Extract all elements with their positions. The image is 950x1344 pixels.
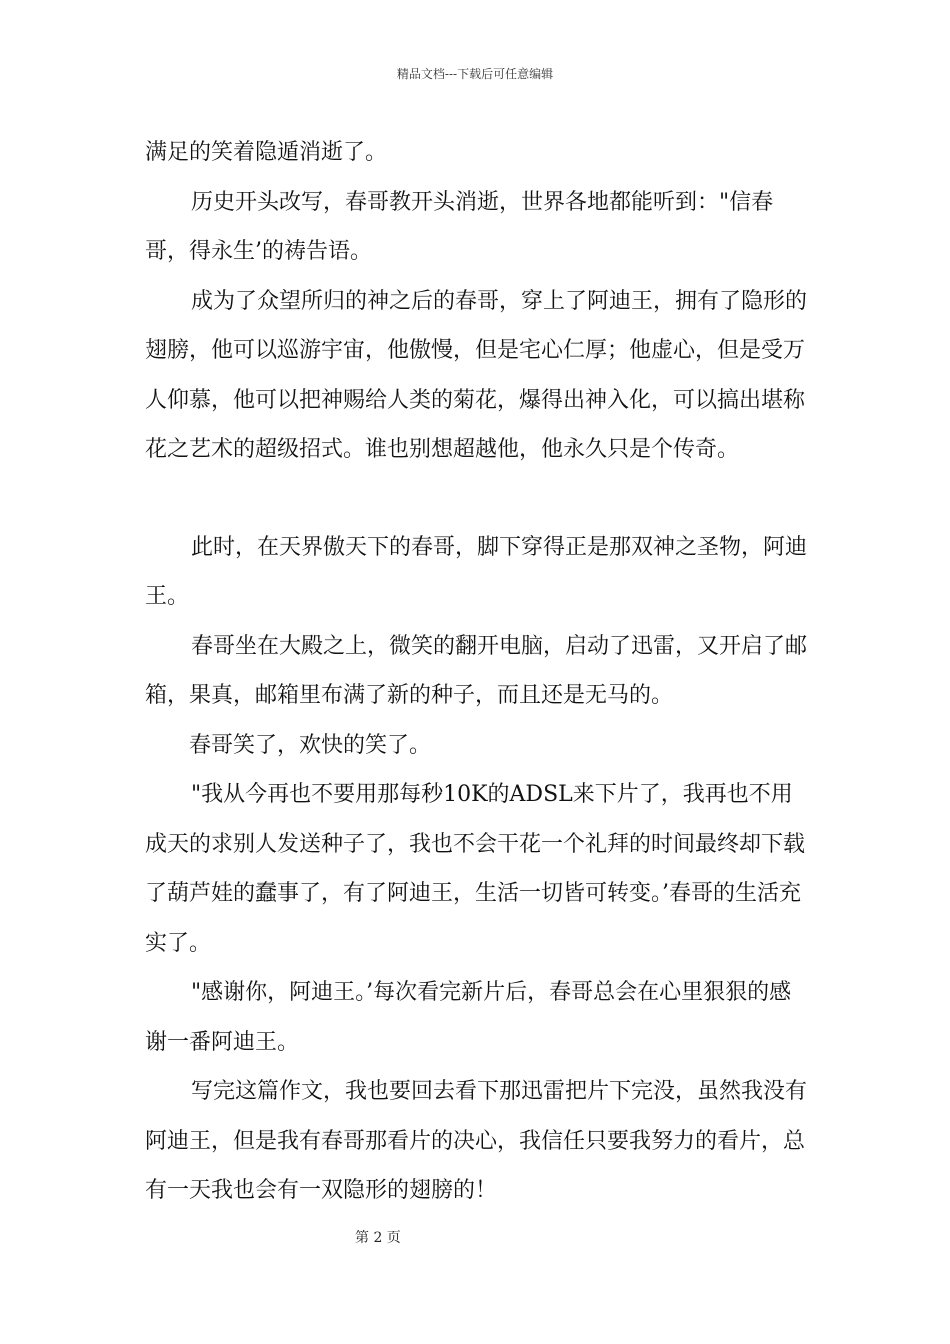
paragraph: 写完这篇作文，我也要回去看下那迅雷把片下完没，虽然我没有阿迪王，但是我有春哥那看片的决心，我信任只要我努力的看片，总有一天我也会有一双隐形的翅膀的！ (145, 1079, 808, 1203)
document-body (145, 128, 813, 1216)
paragraph: 春哥笑了，欢快的笑了。 (189, 732, 432, 758)
page-header: 精品文档---下载后可任意编辑 (396, 67, 554, 81)
paragraph: 此时，在天界傲天下的春哥，脚下穿得正是那双神之圣物，阿迪王。 (145, 534, 808, 609)
paragraph: 成为了众望所归的神之后的春哥，穿上了阿迪王，拥有了隐形的翅膀，他可以巡游宇宙，他傲慢，但是宅心仁厚；他虚心，但是受万人仰慕，他可以把神赐给人类的菊花，爆得出神入化，可以搞出堪称花之艺术的超级招式。谁也别想超越他，他永久只是个传奇。 (145, 288, 808, 462)
paragraph: "感谢你，阿迪王。’每次看完新片后，春哥总会在心里狠狠的感谢一番阿迪王。 (145, 980, 792, 1055)
paragraph: 春哥坐在大殿之上，微笑的翻开电脑，启动了迅雷，又开启了邮箱，果真，邮箱里布满了新的种子，而且还是无马的。 (145, 633, 808, 708)
paragraph: 历史开头改写，春哥教开头消逝，世界各地都能听到："信春哥，得永生’的祷告语。 (145, 189, 774, 264)
paragraph: "我从今再也不要用那每秒10K的ADSL来下片了，我再也不用成天的求别人发送种子了，我也不会干花一个礼拜的时间最终却下载了葫芦娃的蠢事了，有了阿迪王，生活一切皆可转变。’春哥的生活充实了。 (145, 782, 806, 956)
page-number: 第 2 页 (355, 1230, 401, 1246)
paragraph-continuation: 满足的笑着隐遁消逝了。 (145, 140, 388, 165)
